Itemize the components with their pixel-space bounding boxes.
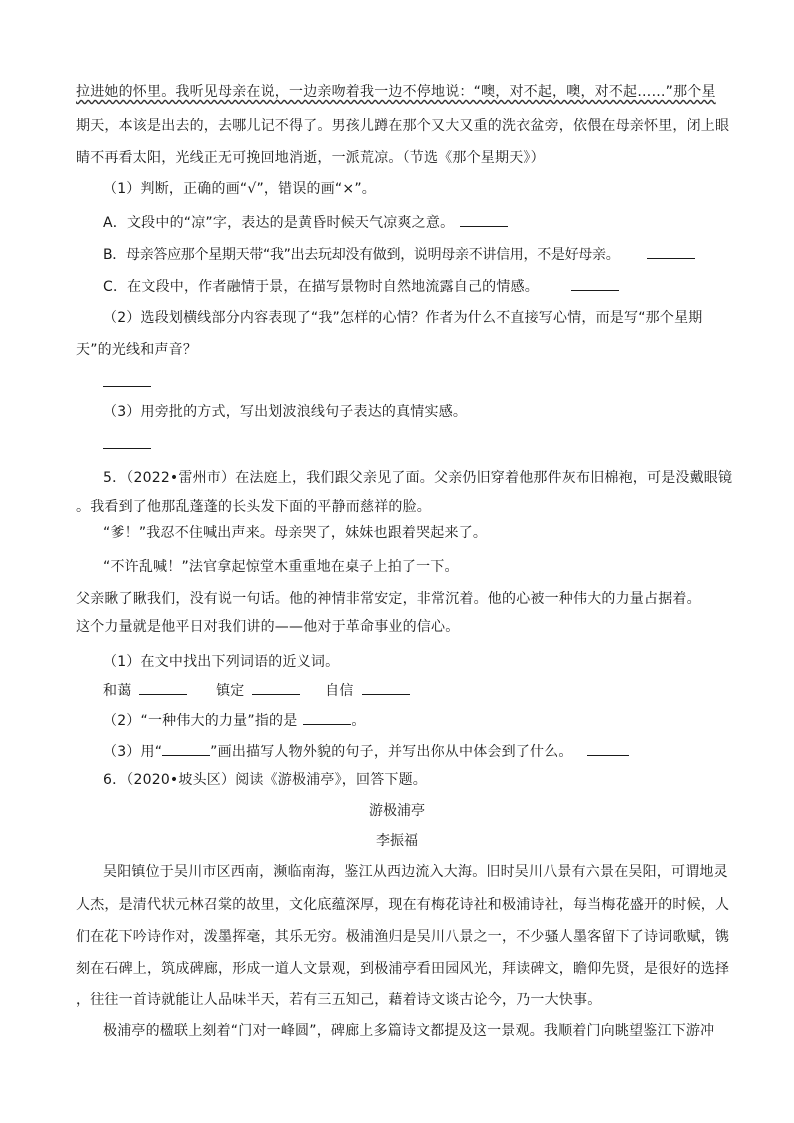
question-5-intro: 5．（2022•雷州市）在法庭上，我们跟父亲见了面。父亲仍旧穿着他那件灰布旧棉袍，可是没戴眼镜 xyxy=(103,470,733,486)
word-label: 和蔼 xyxy=(103,683,132,699)
question-5-line: 这个力量就是他平日对我们讲的——他对于革命事业的信心。 xyxy=(76,619,460,635)
answer-blank[interactable] xyxy=(460,212,508,227)
article-line: 吴阳镇位于吴川市区西南，濒临南海，鉴江从西边流入大海。旧时吴川八景有六景在吴阳，可谓地灵 xyxy=(103,864,728,880)
answer-line[interactable] xyxy=(103,372,151,393)
article-line: 刻在石碑上，筑成碑廊，形成一道人文景观，到极浦亭看田园风光，拜读碑文，瞻仰先贤，是很好的选择 xyxy=(76,961,730,977)
word-label: 镇定 xyxy=(216,683,245,699)
synonym-row xyxy=(103,680,410,701)
answer-blank[interactable] xyxy=(303,710,351,725)
synonym-blank[interactable] xyxy=(252,680,300,695)
answer-line[interactable] xyxy=(103,434,151,455)
answer-blank[interactable] xyxy=(587,741,629,756)
underline-sample xyxy=(162,741,210,756)
passage-line: 睛不再看太阳，光线正无可挽回地消逝，一派荒凉。（节选《那个星期天》） xyxy=(76,150,545,166)
question-judge: （1）判断，正确的画“√”，错误的画“×”。 xyxy=(103,181,376,197)
passage-line: 期天，本该是出去的，去哪儿记不得了。男孩儿蹲在那个又大又重的洗衣盆旁，依偎在母亲怀里，闭上眼 xyxy=(76,118,730,134)
question-4-2-cont: 天”的光线和声音？ xyxy=(76,342,198,358)
question-5-line: 。我看到了他那乱蓬蓬的长头发下面的平静而慈祥的脸。 xyxy=(76,499,431,515)
judge-option-c: C．在文段中，作者融情于景，在描写景物时自然地流露自己的情感。 xyxy=(103,276,619,297)
article-line: 极浦亭的楹联上刻着“门对一峰圆”，碑廊上多篇诗文都提及这一景观。我顺着门向眺望鉴江下游冲 xyxy=(103,1023,715,1039)
question-4-2: （2）选段划横线部分内容表现了“我”怎样的心情？作者为什么不直接写心情，而是写“那个星期 xyxy=(103,310,703,326)
question-5-line: 父亲瞅了瞅我们，没有说一句话。他的神情非常安定，非常沉着。他的心被一种伟大的力量占据着。 xyxy=(76,591,701,607)
passage-line: 拉进她的怀里。我听见母亲在说，一边亲吻着我一边不停地说：“噢，对不起，噢，对不起……”那个星 xyxy=(76,84,716,100)
question-5-2: （2）“一种伟大的力量”指的是 。 xyxy=(103,710,366,731)
answer-blank[interactable] xyxy=(571,276,619,291)
article-line: ，往往一首诗就能让人品味半天，若有三五知己，藉着诗文谈古论今，乃一大快事。 xyxy=(76,992,602,1008)
judge-option-b: B．母亲答应那个星期天带“我”出去玩却没有做到，说明母亲不讲信用，不是好母亲。 xyxy=(103,244,695,265)
question-6-intro: 6．（2020•坡头区）阅读《游极浦亭》，回答下题。 xyxy=(103,772,427,788)
question-5-1: （1）在文中找出下列词语的近义词。 xyxy=(103,654,340,670)
word-label: 自信 xyxy=(325,683,354,699)
article-author: 李振福 xyxy=(376,833,418,849)
question-5-line: “不许乱喊！”法官拿起惊堂木重重地在桌子上拍了一下。 xyxy=(103,559,459,575)
question-4-3: （3）用旁批的方式，写出划波浪线句子表达的真情实感。 xyxy=(103,404,468,420)
article-line: 们在花下吟诗作对，泼墨挥毫，其乐无穷。极浦渔归是吴川八景之一，不少骚人墨客留下了诗词歌赋，镌 xyxy=(76,929,730,945)
judge-option-a: A．文段中的“凉”字，表达的是黄昏时候天气凉爽之意。 xyxy=(103,212,508,233)
question-5-3: （3）用“ ”画出描写人物外貌的句子，并写出你从中体会到了什么。 xyxy=(103,741,629,762)
article-line: 人杰，是清代状元林召棠的故里，文化底蕴深厚，现在有梅花诗社和极浦诗社，每当梅花盛开的时候，人 xyxy=(76,897,730,913)
synonym-blank[interactable] xyxy=(139,680,187,695)
answer-blank[interactable] xyxy=(647,244,695,259)
article-title: 游极浦亭 xyxy=(369,803,425,819)
question-5-line: “爹！”我忍不住喊出声来。母亲哭了，妹妹也跟着哭起来了。 xyxy=(103,525,488,541)
synonym-blank[interactable] xyxy=(362,680,410,695)
